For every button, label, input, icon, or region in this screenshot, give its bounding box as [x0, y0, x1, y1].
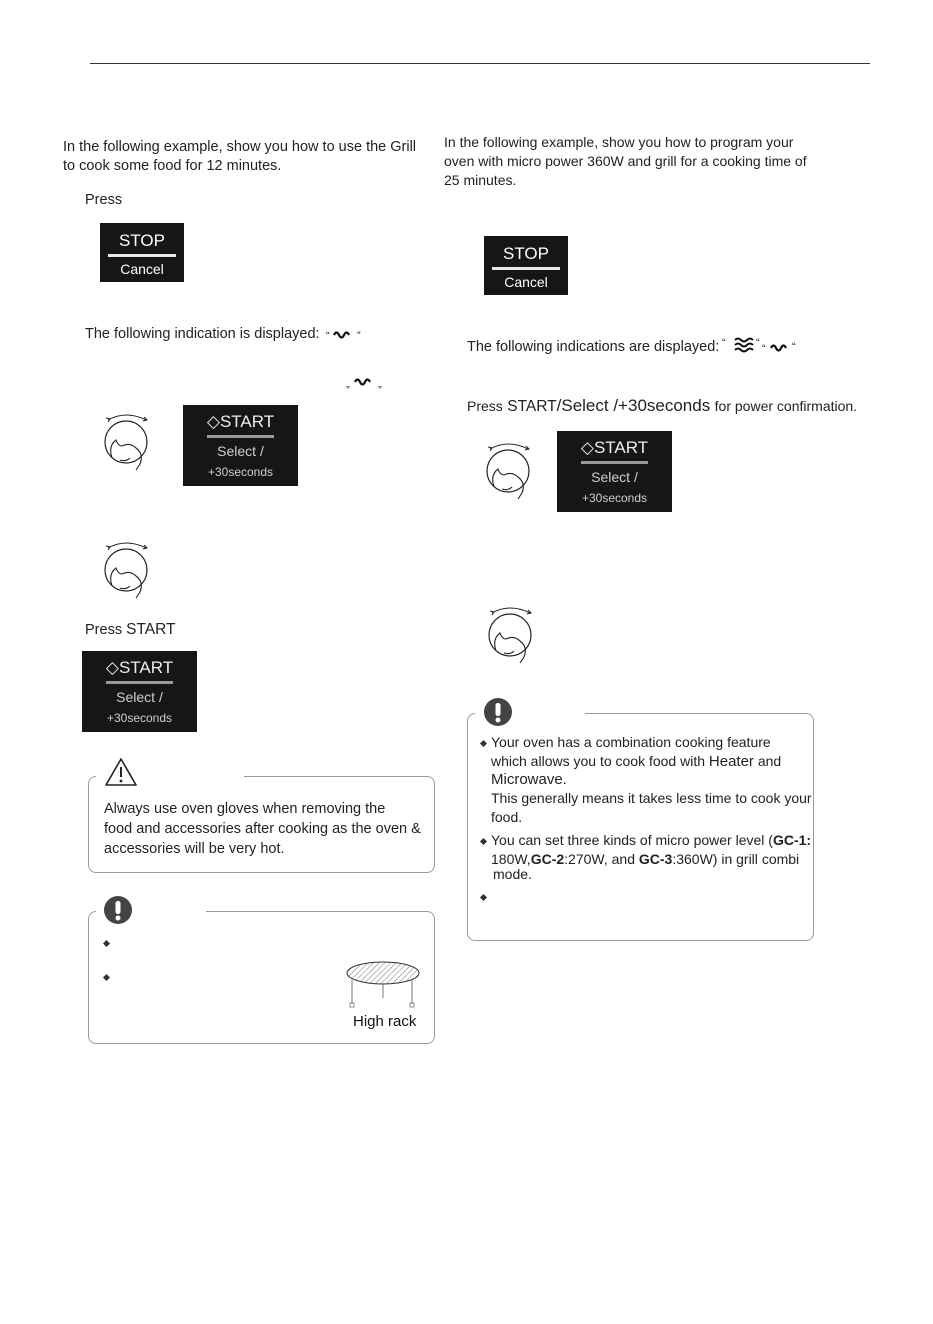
note2-line1: [491, 831, 811, 851]
dial-knob-icon[interactable]: [98, 408, 156, 472]
start-key-label: START: [507, 398, 557, 415]
start-select-button[interactable]: [82, 651, 197, 732]
select-key-label: /Select /+30seconds: [556, 396, 711, 415]
exclamation-icon: [103, 895, 133, 925]
right-intro-line1: In the following example, show you how to program your: [444, 134, 794, 150]
press-start-line: [85, 620, 176, 641]
caution-line1: Always use oven gloves when removing the: [104, 801, 386, 817]
note2-line2a: 180W,: [491, 851, 531, 867]
svg-text:“: “: [756, 337, 760, 349]
left-intro-line2: to cook some food for 12 minutes.: [63, 158, 282, 174]
dial-knob-icon[interactable]: [482, 601, 540, 665]
left-step-press: Press: [85, 192, 123, 208]
note1-line4: This generally means it takes less time to cook your: [491, 790, 812, 806]
cancel-label: Cancel: [504, 274, 548, 290]
note2-line1a: You can set three kinds of micro power level (: [491, 832, 773, 848]
left-intro-line1: In the following example, show you how to use the Grill: [63, 139, 417, 155]
start-select-button[interactable]: [183, 405, 298, 486]
start-diamond-icon: ◇: [580, 438, 594, 457]
start-key-label: START: [126, 621, 176, 638]
plus30-label: +30seconds: [207, 465, 274, 479]
start-select-button[interactable]: [557, 431, 672, 512]
start-label: START: [118, 658, 174, 677]
right-intro-line3: 25 minutes.: [444, 172, 517, 188]
left-indication-text: The following indication is displayed:: [85, 326, 320, 342]
press-label: Press: [467, 398, 503, 414]
gc1-label: GC-1:: [772, 832, 812, 848]
stop-cancel-button[interactable]: [100, 223, 184, 282]
note1-line1: Your oven has a combination cooking feature: [491, 734, 771, 750]
note2-line2c: :270W, and: [564, 851, 635, 867]
svg-text:„: „: [346, 378, 350, 389]
stop-divider: [108, 254, 176, 257]
note1-line2c: and: [757, 753, 782, 769]
gc2-label: GC-2: [530, 851, 565, 867]
microwave-word: Microwave.: [491, 771, 567, 788]
select-label: Select /: [116, 689, 163, 705]
start-divider: [207, 435, 274, 438]
warning-triangle-icon: [104, 757, 138, 787]
select-label: Select /: [217, 443, 264, 459]
header-rule: [90, 63, 870, 64]
dial-knob-icon[interactable]: [98, 536, 156, 600]
svg-text:“: “: [722, 337, 726, 349]
note2-line3: mode.: [493, 866, 532, 882]
grill-indicator-icon: [326, 326, 364, 342]
note1-line2: [491, 752, 781, 772]
svg-text:„: „: [378, 378, 382, 389]
plus30-label: +30seconds: [106, 711, 173, 725]
right-press-line: [467, 396, 857, 416]
press-label: Press: [85, 622, 123, 638]
plus30-label: +30seconds: [581, 491, 648, 505]
note2-line2e: :360W) in grill: [672, 851, 758, 867]
right-indications-text: The following indications are displayed:: [467, 339, 720, 355]
svg-text:“: “: [762, 343, 766, 355]
power-confirmation-text: for power confirmation.: [714, 398, 858, 414]
select-label: Select /: [591, 469, 638, 485]
exclamation-icon: [483, 697, 513, 727]
right-intro-line2: oven with micro power 360W and grill for a cooking time of: [444, 153, 807, 169]
high-rack-label: High rack: [353, 1013, 417, 1030]
svg-text:“: “: [326, 330, 330, 342]
caution-line3: accessories will be very hot.: [104, 841, 285, 857]
dial-knob-icon[interactable]: [480, 437, 538, 501]
stop-cancel-button[interactable]: [484, 236, 568, 295]
start-diamond-icon: ◇: [206, 412, 220, 431]
start-label: START: [593, 438, 649, 457]
note2-line2: [491, 850, 799, 870]
svg-text:”: ”: [357, 330, 361, 342]
note1-line2a: which allows you to cook food with: [491, 753, 705, 769]
start-label: START: [219, 412, 275, 431]
combi-indicator-icon: [722, 334, 804, 356]
svg-text:“: “: [792, 341, 796, 353]
heater-word: Heater: [708, 753, 754, 770]
combi-word: combi: [761, 851, 800, 867]
high-rack-icon: [344, 958, 422, 1010]
stop-label: STOP: [119, 231, 165, 250]
cancel-label: Cancel: [120, 261, 164, 277]
gc3-label: GC-3: [638, 851, 673, 867]
stop-divider: [492, 267, 560, 270]
start-diamond-icon: ◇: [105, 658, 119, 677]
start-divider: [581, 461, 648, 464]
note1-line5: food.: [491, 809, 523, 825]
stop-label: STOP: [503, 244, 549, 263]
caution-line2: food and accessories after cooking as the oven &: [104, 821, 421, 837]
start-divider: [106, 681, 173, 684]
grill-indicator-icon-2: [346, 373, 386, 389]
